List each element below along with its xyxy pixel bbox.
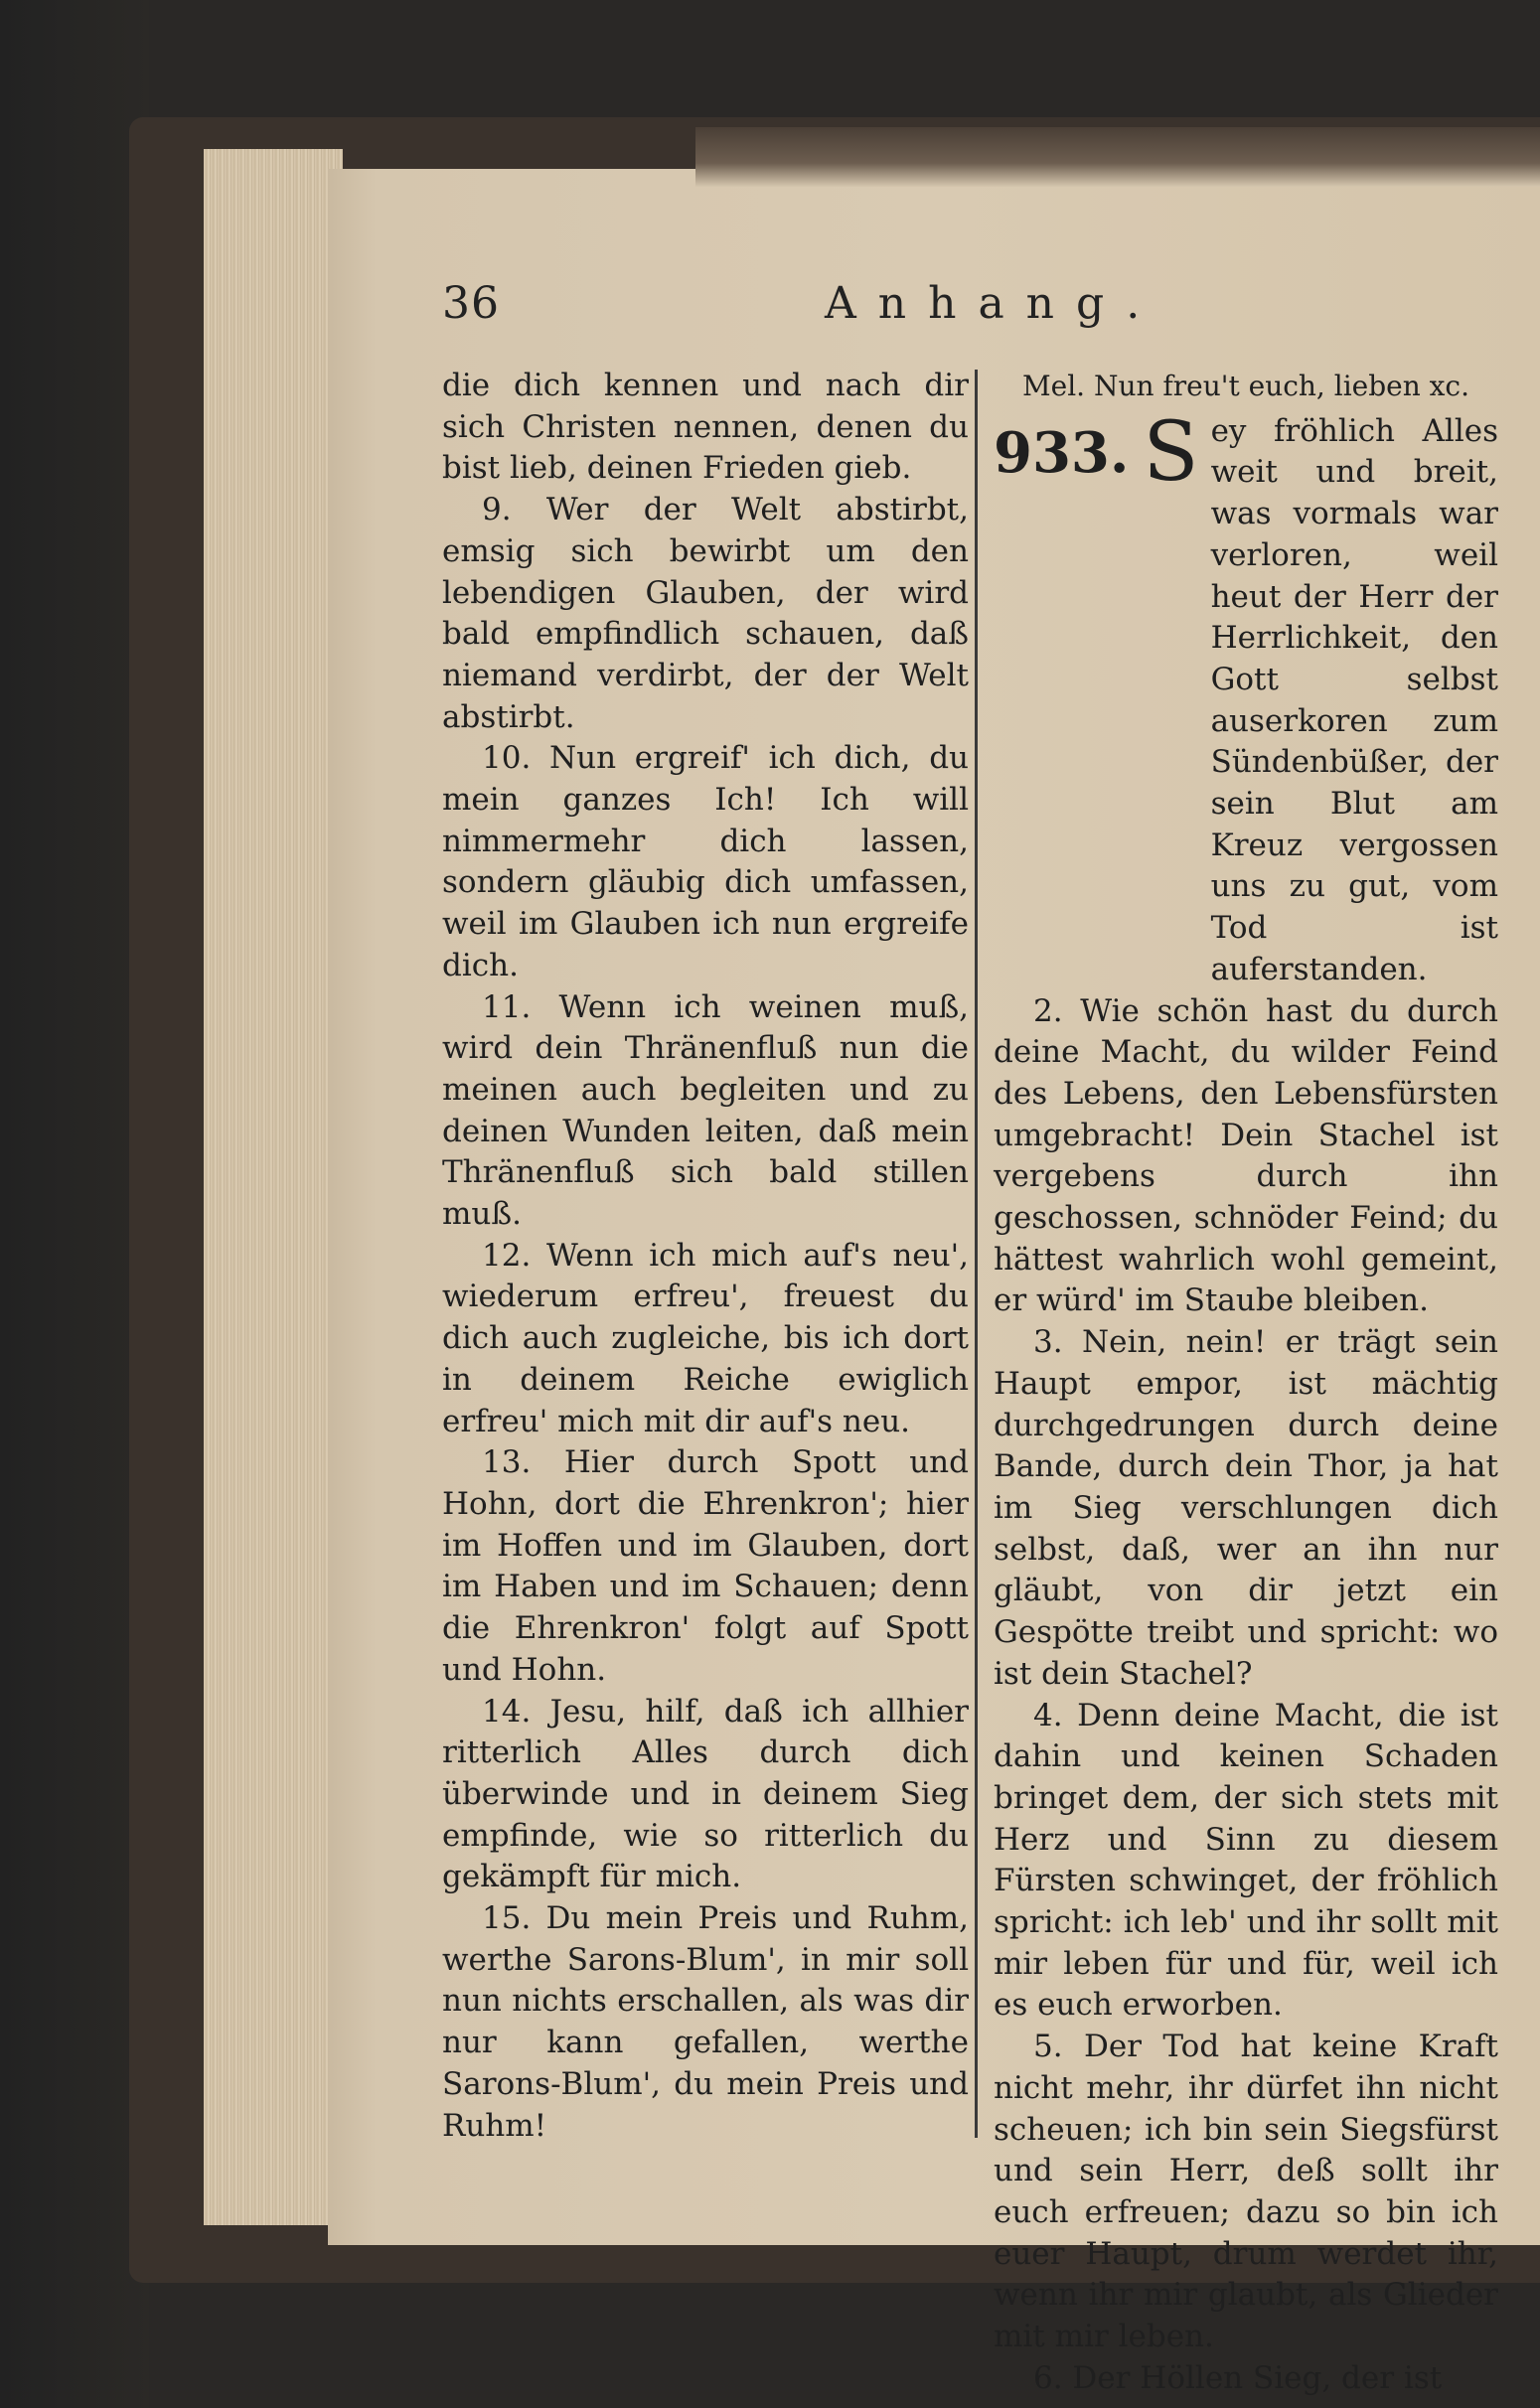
stanza: 15. Du mein Preis und Ruhm, werthe Sarons-Blum', in mir soll nun nichts erschallen, als was dir nur kann gefallen, werthe Sarons-Blum', du mein Preis und Ruhm!: [442, 1900, 969, 2144]
book-top-edge: [695, 127, 1540, 187]
stanza: 9. Wer der Welt abstirbt, emsig sich bewirbt um den lebendigen Glauben, der wird bald empfindlich schauen, daß niemand verdirbt, der der Welt abstirbt.: [442, 492, 969, 735]
drop-cap: S: [1143, 404, 1199, 500]
stanza: 6. Der Höllen Sieg, der ist: [1033, 2359, 1443, 2396]
melody-reference: Mel. Nun freu't euch, lieben xc.: [1021, 370, 1470, 402]
hymn-number: 933.: [994, 419, 1130, 486]
stanza: 2. Wie schön hast du durch deine Macht, du wilder Feind des Lebens, den Lebensfürsten umgebracht! Dein Stachel ist vergebens durch ihn geschossen, schnöder Feind; du hättest wahrlich wohl gemeint, er würd' im Staube bleiben.: [994, 992, 1498, 1319]
stanza: 4. Denn deine Macht, die ist dahin und keinen Schaden bringet dem, der sich stets mit Herz und Sinn zu diesem Fürsten schwinget, der fröhlich spricht: ich leb' und ihr sollt mit mir leben für und für, weil ich es euch erworben.: [994, 1697, 1498, 2024]
stanza: 12. Wenn ich mich auf's neu', wiederum erfreu', freuest du dich auch zugleiche, bis ich dort in deinem Reiche ewiglich erfreu' mich mit dir auf's neu.: [442, 1237, 969, 1439]
stanza: 10. Nun ergreif' ich dich, du mein ganzes Ich! Ich will nimmermehr dich lassen, sondern gläubig dich umfassen, weil im Glauben ich nun ergreife dich.: [442, 740, 969, 983]
page-edges: [204, 149, 343, 2225]
stanza: 3. Nein, nein! er trägt sein Haupt empor, ist mächtig durchgedrungen durch deine Bande, durch dein Thor, ja hat im Sieg verschlungen dich selbst, daß, wer an ihn nur gläubt, von dir jetzt ein Gespötte treibt und spricht: wo ist dein Stachel?: [994, 1324, 1498, 1692]
left-column: [442, 366, 969, 2147]
stanza: 13. Hier durch Spott und Hohn, dort die Ehrenkron'; hier im Hoffen und im Glauben, dort im Haben und im Schauen; denn die Ehrenkron' folgt auf Spott und Hohn.: [442, 1444, 969, 1688]
running-title: Anhang.: [825, 278, 1162, 329]
right-column: [994, 366, 1498, 2399]
hymn-opening: [994, 404, 1498, 991]
page-number: 36: [442, 278, 500, 329]
dark-background: [0, 0, 149, 2408]
stanza: 11. Wenn ich weinen muß, wird dein Thränenfluß nun die meinen auch begleiten und zu deinen Wunden leiten, daß mein Thränenfluß sich bald stillen muß.: [442, 988, 969, 1233]
hymn-first-stanza: ey fröhlich Alles weit und breit, was vormals war verloren, weil heut der Herr der Herrlichkeit, den Gott selbst auserkoren zum Sündenbüßer, der sein Blut am Kreuz vergossen uns zu gut, vom Tod ist auferstanden.: [1210, 412, 1498, 987]
stanza: 5. Der Tod hat keine Kraft nicht mehr, ihr dürfet ihn nicht scheuen; ich bin sein Siegsfürst und sein Herr, deß sollt ihr euch erfreuen; dazu so bin ich euer Haupt, drum werdet ihr, wenn ihr mir glaubt, als Glieder mit mir leben.: [994, 2029, 1498, 2355]
text-block: die dich kennen und nach dir sich Christen nennen, denen du bist lieb, deinen Frieden gieb.: [442, 368, 969, 487]
stanza: 14. Jesu, hilf, daß ich allhier ritterlich Alles durch dich überwinde und in deinem Sieg empfinde, wie so ritterlich du gekämpft für mich.: [442, 1693, 969, 1895]
column-divider: [975, 370, 978, 2138]
